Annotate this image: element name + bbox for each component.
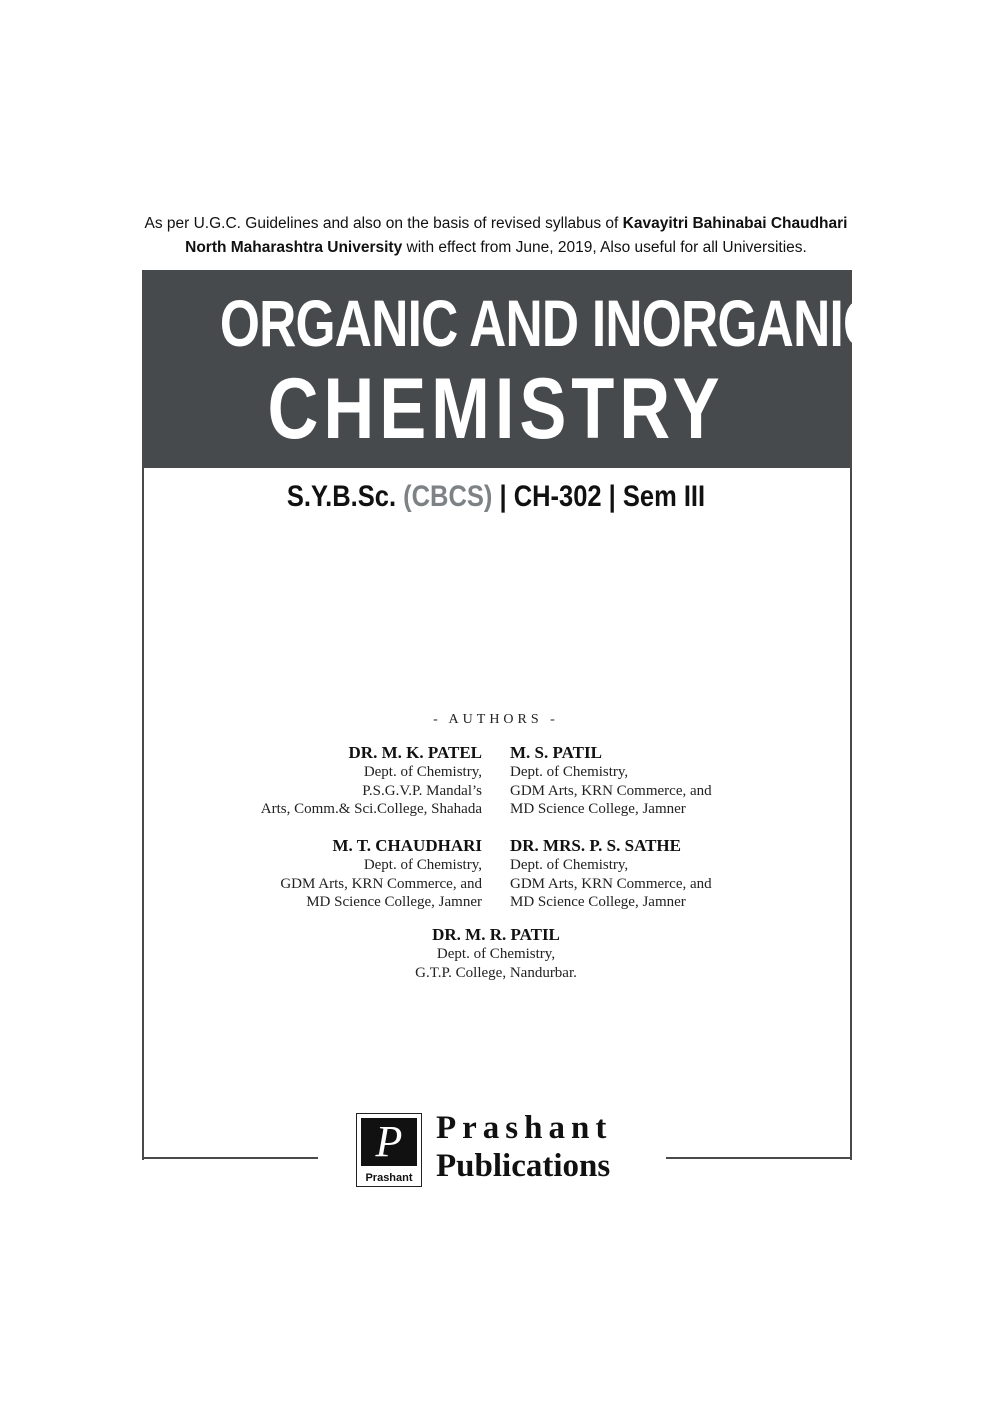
author-affiliation: P.S.G.V.P. Mandal’s xyxy=(362,782,482,799)
publisher-logo-mark: P xyxy=(361,1118,417,1166)
syllabus-note-text: As per U.G.C. Guidelines and also on the basis of revised syllabus of xyxy=(144,215,623,232)
author-block xyxy=(510,742,712,819)
author-block xyxy=(280,835,482,912)
book-title-line1: ORGANIC AND INORGANIC xyxy=(219,286,880,360)
separator: | xyxy=(601,480,623,513)
author-name: M. S. PATIL xyxy=(510,743,602,762)
author-block xyxy=(510,835,712,912)
semester-label: Sem III xyxy=(622,480,706,513)
frame-bottom-rule-left xyxy=(142,1157,318,1159)
university-name-part1: Kavayitri Bahinabai Chaudhari xyxy=(622,215,848,232)
book-title-line2: CHEMISTRY xyxy=(267,361,725,457)
scheme-label: (CBCS) xyxy=(403,480,493,513)
course-code: CH-302 xyxy=(513,480,602,513)
author-affiliation: Dept. of Chemistry, xyxy=(363,764,482,780)
syllabus-note xyxy=(80,212,912,260)
author-name: DR. M. K. PATEL xyxy=(348,743,482,762)
author-name: M. T. CHAUDHARI xyxy=(332,836,482,855)
university-name-part2: North Maharashtra University xyxy=(185,239,403,256)
title-band xyxy=(142,270,880,468)
author-affiliation: Dept. of Chemistry, xyxy=(436,946,556,962)
publisher-name-line2: Publications xyxy=(436,1148,611,1184)
publisher-logo-icon xyxy=(356,1113,422,1187)
author-affiliation: GDM Arts, KRN Commerce, and xyxy=(510,875,712,892)
frame-bottom-rule-right xyxy=(666,1157,850,1159)
separator: | xyxy=(492,480,514,513)
author-block xyxy=(296,924,696,982)
author-affiliation: MD Science College, Jamner xyxy=(510,894,686,910)
course-subtitle xyxy=(195,480,797,514)
course-name: S.Y.B.Sc. xyxy=(286,480,404,513)
effective-date-text: with effect from June, 2019, Also useful for all Universities. xyxy=(402,239,807,256)
authors-heading: - AUTHORS - xyxy=(433,712,559,727)
author-affiliation: GDM Arts, KRN Commerce, and xyxy=(280,875,482,892)
author-affiliation: Dept. of Chemistry, xyxy=(510,857,629,873)
author-block xyxy=(261,742,482,819)
author-affiliation: Arts, Comm.& Sci.College, Shahada xyxy=(260,801,482,817)
author-affiliation: G.T.P. College, Nandurbar. xyxy=(415,964,577,981)
author-affiliation: Dept. of Chemistry, xyxy=(510,764,629,780)
author-name: DR. MRS. P. S. SATHE xyxy=(510,836,681,855)
author-name: DR. M. R. PATIL xyxy=(432,925,560,944)
author-affiliation: MD Science College, Jamner xyxy=(510,801,686,817)
author-affiliation: MD Science College, Jamner xyxy=(306,894,482,910)
author-affiliation: GDM Arts, KRN Commerce, and xyxy=(510,782,712,799)
author-affiliation: Dept. of Chemistry, xyxy=(363,857,482,873)
publisher-logo-label: Prashant xyxy=(365,1172,413,1184)
publisher-name-line1: Prashant xyxy=(436,1110,613,1146)
